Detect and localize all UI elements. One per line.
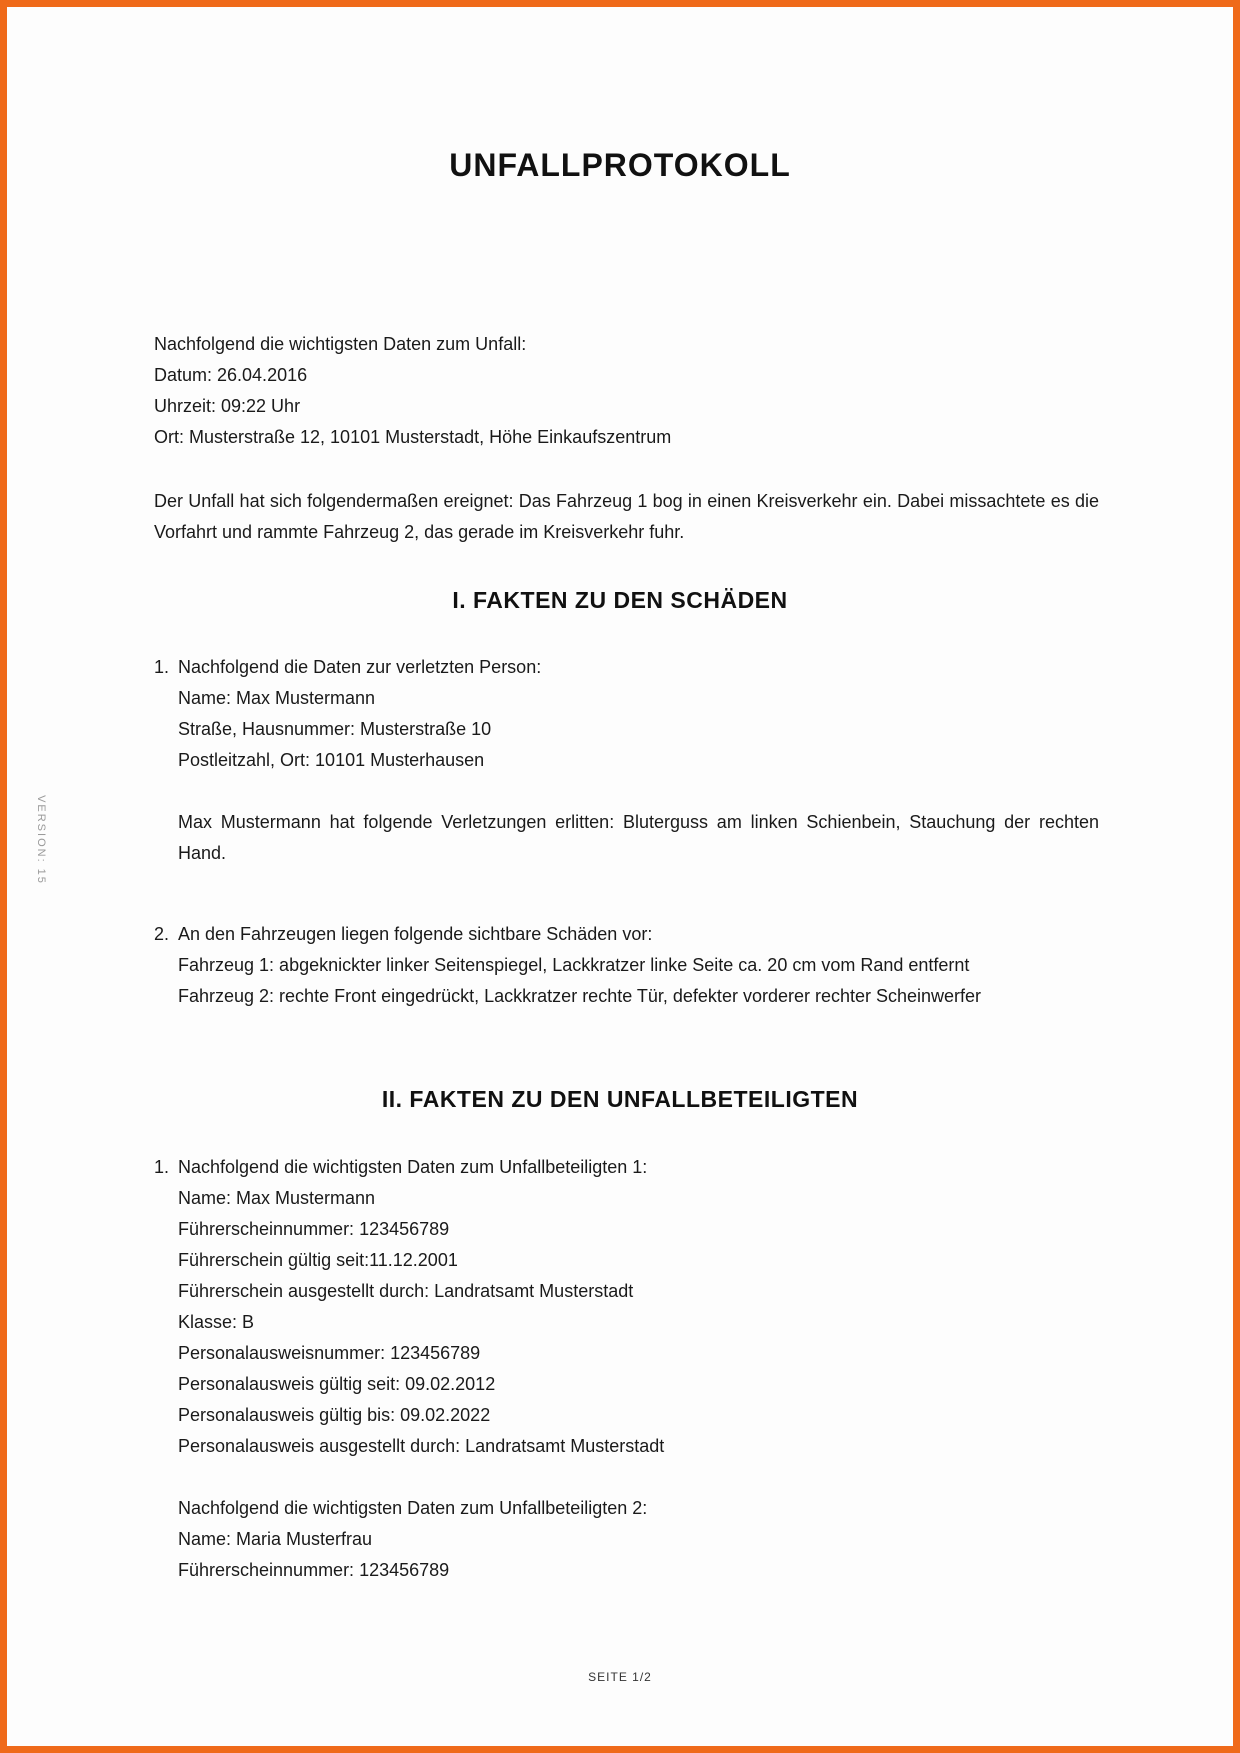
intro-block (154, 329, 1099, 453)
list-line: Personalausweis gültig bis: 09.02.2022 (178, 1405, 491, 1425)
intro-line: Ort: Musterstraße 12, 10101 Musterstadt, Höhe Einkaufszentrum (154, 427, 672, 447)
list-line: Nachfolgend die Daten zur verletzten Person: (178, 657, 542, 677)
list-line: Postleitzahl, Ort: 10101 Musterhausen (178, 750, 485, 770)
list-item (154, 1152, 1099, 1586)
list-line: Führerschein gültig seit:11.12.2001 (178, 1250, 458, 1270)
page-number: SEITE 1/2 (588, 1670, 652, 1684)
section-heading: II. FAKTEN ZU DEN UNFALLBETEILIGTEN (381, 1086, 859, 1112)
list-line: Personalausweis ausgestellt durch: Landratsamt Musterstadt (178, 1436, 665, 1456)
list-line: Nachfolgend die wichtigsten Daten zum Unfallbeteiligten 2: (178, 1498, 648, 1518)
list-line: An den Fahrzeugen liegen folgende sichtbare Schäden vor: (178, 924, 653, 944)
version-label: VERSION: 15 (35, 795, 47, 885)
list-item (154, 652, 1099, 869)
list-line: Führerscheinnummer: 123456789 (178, 1560, 450, 1580)
list-number: 2. (154, 924, 170, 944)
list-number: 1. (154, 1157, 170, 1177)
list-number: 1. (154, 657, 170, 677)
list-line: Name: Maria Musterfrau (178, 1529, 373, 1549)
list-line: Personalausweis gültig seit: 09.02.2012 (178, 1374, 496, 1394)
accident-description: Der Unfall hat sich folgendermaßen ereignet: Das Fahrzeug 1 bog in einen Kreisverkehr ein. Dabei missachtete es die Vorfahrt und rammte Fahrzeug 2, das gerade im Kreisverkehr fuhr. (154, 491, 1099, 542)
list-line: Nachfolgend die wichtigsten Daten zum Unfallbeteiligten 1: (178, 1157, 648, 1177)
intro-line: Uhrzeit: 09:22 Uhr (154, 396, 301, 416)
document-title: UNFALLPROTOKOLL (449, 147, 791, 183)
section-heading: I. FAKTEN ZU DEN SCHÄDEN (452, 587, 788, 613)
intro-line: Nachfolgend die wichtigsten Daten zum Unfall: (154, 334, 527, 354)
list-line: Fahrzeug 2: rechte Front eingedrückt, Lackkratzer rechte Tür, defekter vorderer rechter Scheinwerfer (178, 986, 982, 1006)
list-line: Klasse: B (178, 1312, 255, 1332)
list-line: Name: Max Mustermann (178, 688, 376, 708)
intro-line: Datum: 26.04.2016 (154, 365, 308, 385)
list-line: Führerscheinnummer: 123456789 (178, 1219, 450, 1239)
list-line: Personalausweisnummer: 123456789 (178, 1343, 481, 1363)
list-item (154, 919, 1099, 1012)
injury-paragraph: Max Mustermann hat folgende Verletzungen erlitten: Bluterguss am linken Schienbein, Stauchung der rechten Hand. (178, 812, 1099, 863)
list-line: Name: Max Mustermann (178, 1188, 376, 1208)
list-line: Straße, Hausnummer: Musterstraße 10 (178, 719, 492, 739)
list-line: Fahrzeug 1: abgeknickter linker Seitenspiegel, Lackkratzer linke Seite ca. 20 cm vom Rand entfernt (178, 955, 970, 975)
list-line: Führerschein ausgestellt durch: Landratsamt Musterstadt (178, 1281, 634, 1301)
